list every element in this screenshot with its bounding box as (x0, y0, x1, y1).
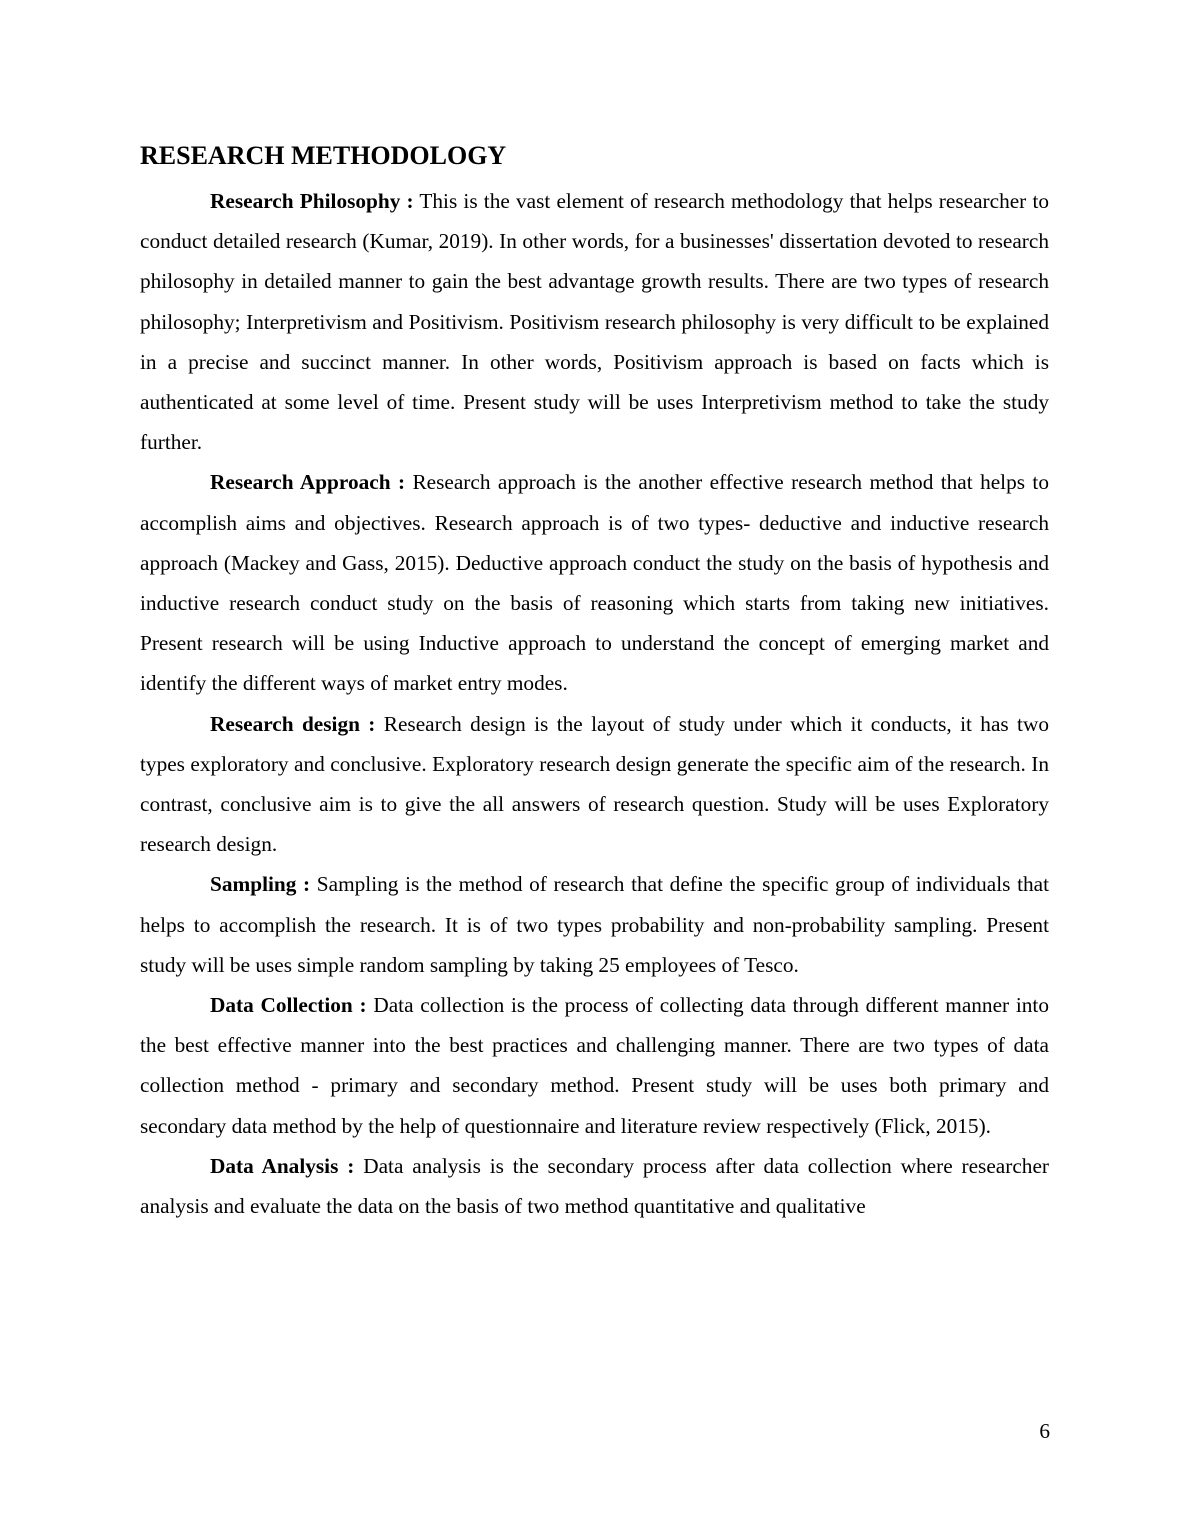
term-label: Research Approach : (210, 470, 406, 495)
page-heading: RESEARCH METHODOLOGY (140, 141, 507, 170)
paragraph-research-approach (140, 462, 1049, 703)
term-label: Data Analysis : (210, 1153, 355, 1178)
term-label: Research design : (210, 711, 376, 736)
paragraph-text: Research design is the layout of study under which it conducts, it has two types exploratory and conclusive. Exploratory research design generate the specific aim of the research. In contrast, conclusive aim is to give the all answers of research question. Study will be uses Exploratory research design. (140, 711, 1049, 857)
paragraph-text: Research approach is the another effective research method that helps to accomplish aims and objectives. Research approach is of two types- deductive and inductive research approach (Mackey and Gass, 2015). Deductive approach conduct the study on the basis of hypothesis and inductive research conduct study on the basis of reasoning which starts from taking new initiatives. Present research will be using Inductive approach to understand the concept of emerging market and identify the different ways of market entry modes. (140, 470, 1049, 696)
paragraph-research-philosophy (140, 181, 1049, 462)
paragraph-research-design (140, 704, 1049, 865)
body-text (140, 181, 1049, 1226)
term-label: Data Collection : (210, 993, 367, 1018)
paragraph-text: Sampling is the method of research that define the specific group of individuals that helps to accomplish the research. It is of two types probability and non-probability sampling. Present study will be uses simple random sampling by taking 25 employees of Tesco. (140, 872, 1049, 977)
paragraph-text: Data analysis is the secondary process after data collection where researcher analysis and evaluate the data on the basis of two method quantitative and qualitative (140, 1153, 1049, 1219)
page-number: 6 (1039, 1419, 1050, 1443)
term-label: Research Philosophy : (210, 189, 414, 213)
paragraph-sampling (140, 864, 1049, 985)
paragraph-data-analysis (140, 1146, 1049, 1226)
paragraph-text: Data collection is the process of collecting data through different manner into the best effective manner into the best practices and challenging manner. There are two types of data collection method - primary and secondary method. Present study will be uses both primary and secondary data method by the help of questionnaire and literature review respectively (Flick, 2015). (140, 993, 1049, 1138)
paragraph-data-collection (140, 985, 1049, 1146)
paragraph-text: This is the vast element of research methodology that helps researcher to conduct detailed research (Kumar, 2019). In other words, for a businesses' dissertation devoted to research philosophy in detailed manner to gain the best advantage growth results. There are two types of research philosophy; Interpretivism and Positivism. Positivism research philosophy is very difficult to be explained in a precise and succinct manner. In other words, Positivism approach is based on facts which is authenticated at some level of time. Present study will be uses Interpretivism method to take the study further. (140, 189, 1050, 455)
term-label: Sampling : (210, 872, 311, 897)
